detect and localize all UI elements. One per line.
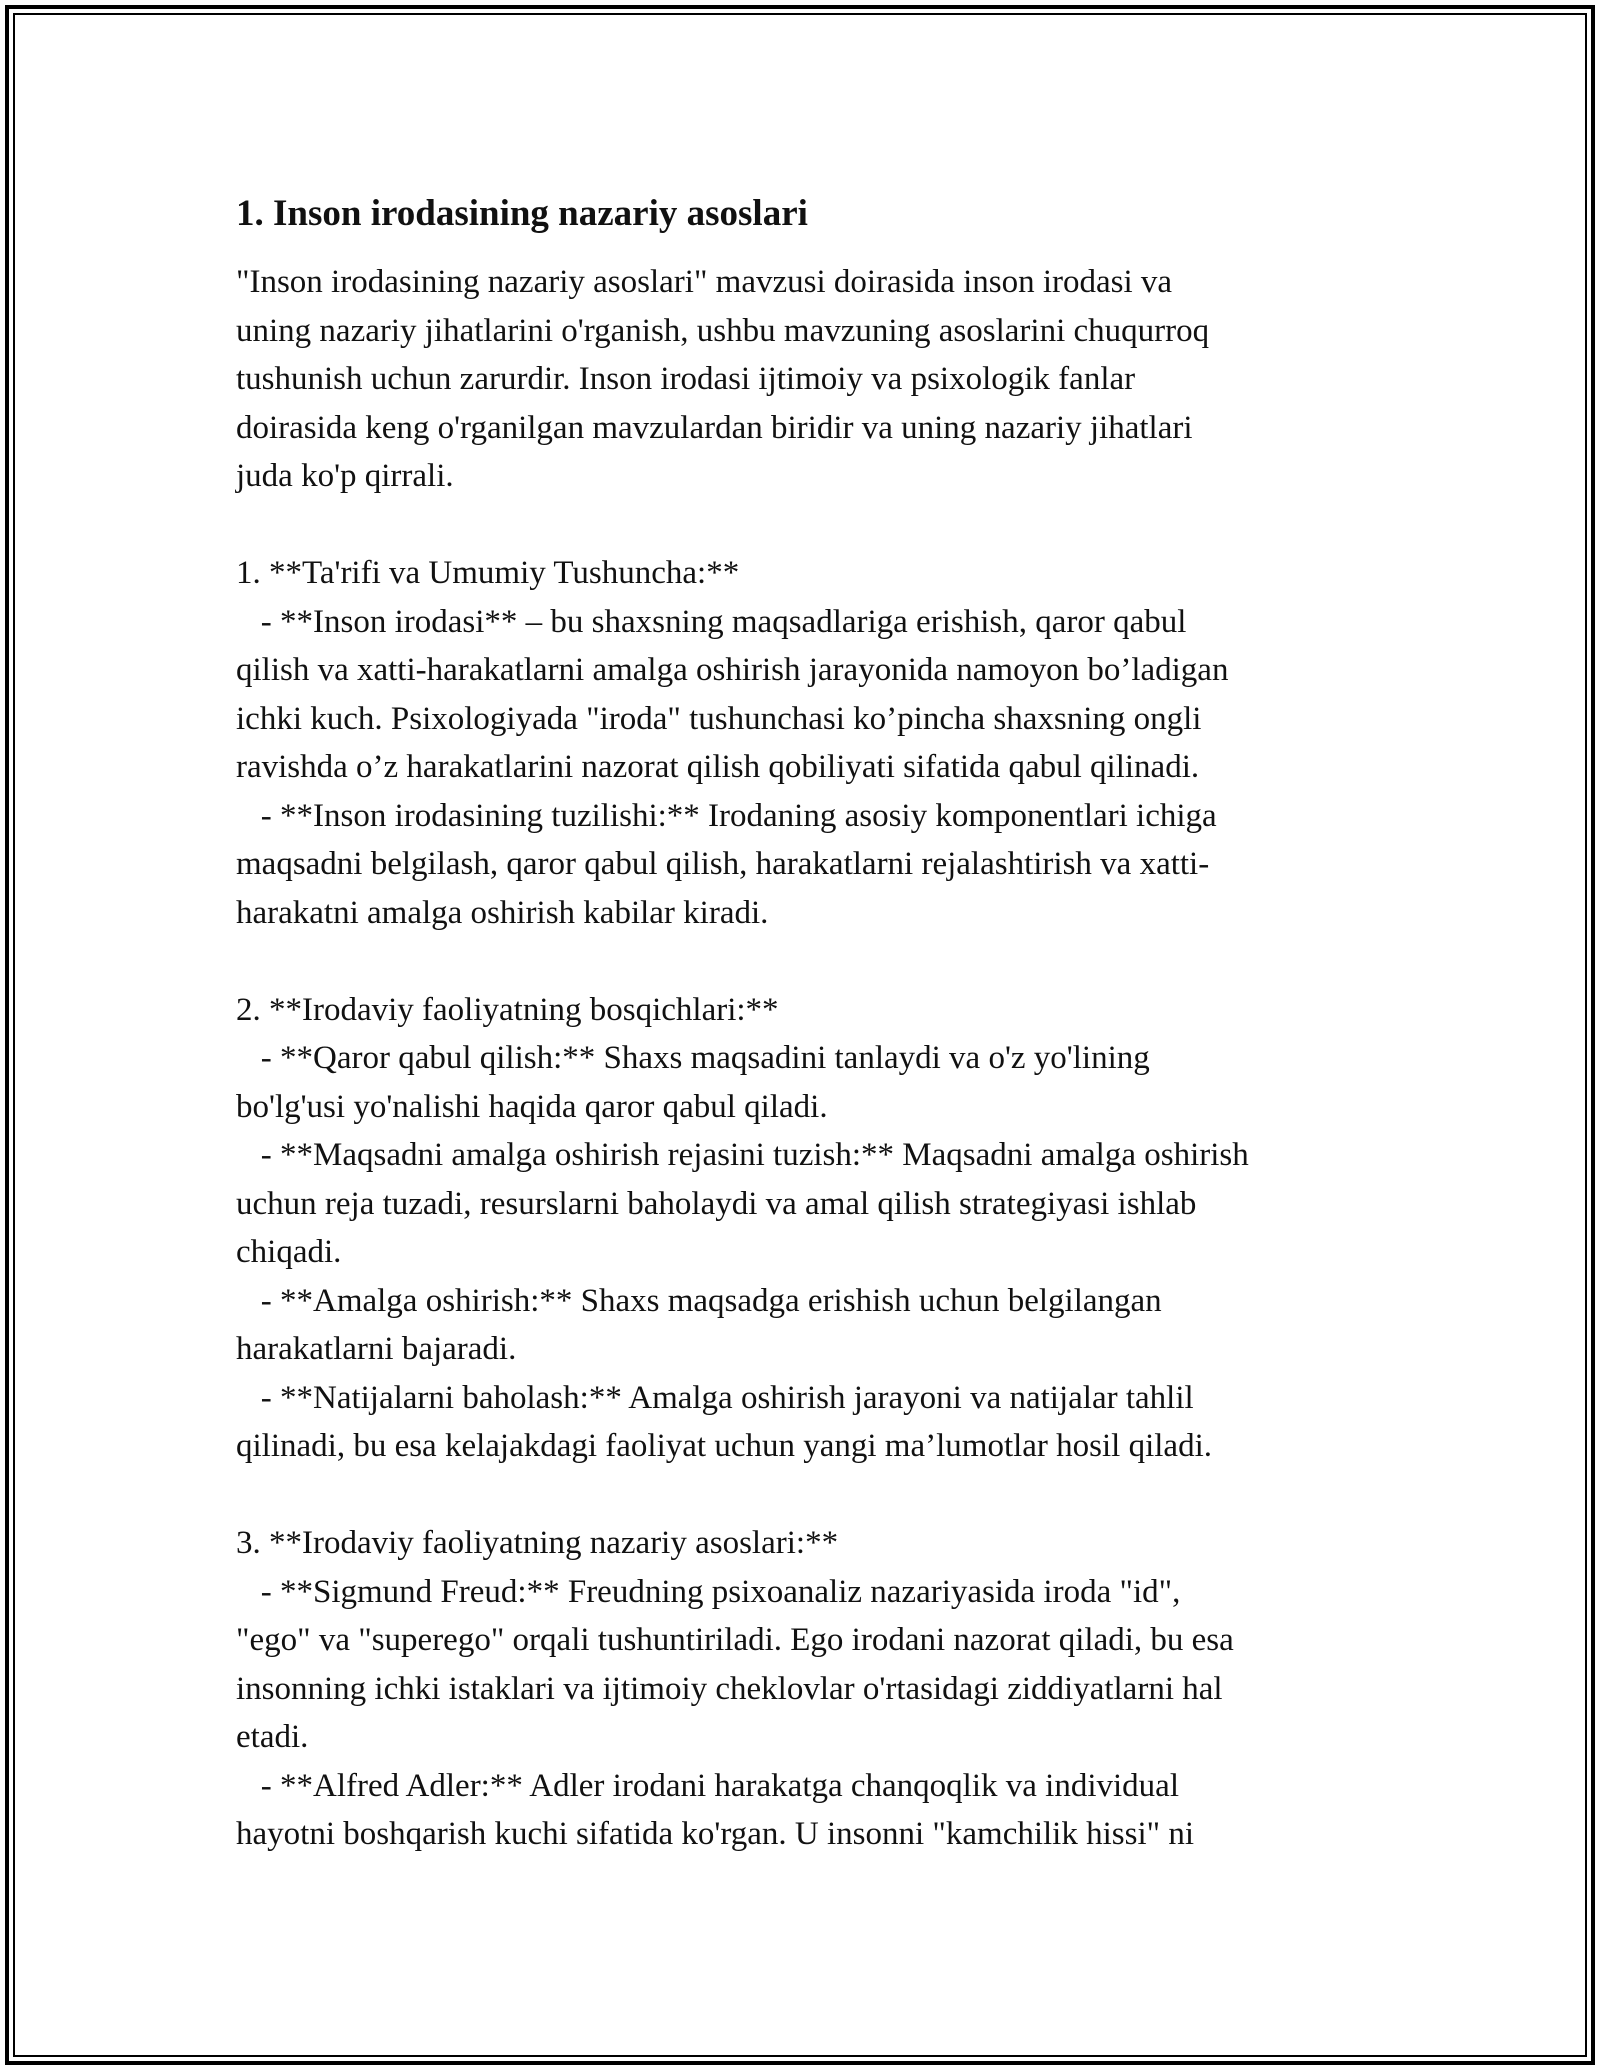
document-body [236, 188, 1376, 1859]
text-line: - **Alfred Adler:** Adler irodani harakatga chanqoqlik va individual [236, 1767, 1179, 1804]
text-line: 1. **Ta'rifi va Umumiy Tushuncha:** [236, 555, 740, 591]
text-line: hayotni boshqarish kuchi sifatida ko'rgan. U insonni "kamchilik hissi" ni [236, 1816, 1195, 1852]
text-line: - **Inson irodasi** – bu shaxsning maqsadlariga erishish, qaror qabul [236, 603, 1187, 640]
text-line: ichki kuch. Psixologiyada "iroda" tushunchasi ko’pincha shaxsning ongli [236, 700, 1202, 737]
text-line: uning nazariy jihatlarini o'rganish, ushbu mavzuning asoslarini chuqurroq [236, 312, 1210, 349]
text-line: doirasida keng o'rganilgan mavzulardan biridir va uning nazariy jihatlari [236, 409, 1193, 446]
text-line: "Inson irodasining nazariy asoslari" mavzusi doirasida inson irodasi va [236, 264, 1173, 300]
text-line: - **Maqsadni amalga oshirish rejasini tuzish:** Maqsadni amalga oshirish [236, 1137, 1249, 1173]
text-line: insonning ichki istaklari va ijtimoiy cheklovlar o'rtasidagi ziddiyatlarni hal [236, 1670, 1223, 1707]
text-line: chiqadi. [236, 1234, 342, 1270]
text-line: juda ko'p qirrali. [236, 458, 454, 494]
text-line: 3. **Irodaviy faoliyatning nazariy asoslari:** [236, 1525, 839, 1561]
text-line: harakatlarni bajaradi. [236, 1331, 517, 1367]
text-line: harakatni amalga oshirish kabilar kiradi. [236, 894, 769, 931]
text-line: ravishda o’z harakatlarini nazorat qilish qobiliyati sifatida qabul qilinadi. [236, 749, 1200, 785]
text-line: tushunish uchun zarurdir. Inson irodasi ijtimoiy va psixologik fanlar [236, 361, 1136, 397]
text-line: - **Natijalarni baholash:** Amalga oshirish jarayoni va natijalar tahlil [236, 1379, 1194, 1416]
text-line: - **Amalga oshirish:** Shaxs maqsadga erishish uchun belgilangan [236, 1282, 1162, 1319]
text-line: 2. **Irodaviy faoliyatning bosqichlari:** [236, 991, 779, 1028]
blank-line [236, 937, 1376, 986]
blank-line [236, 1471, 1376, 1520]
text-line: - **Qaror qabul qilish:** Shaxs maqsadini tanlaydi va o'z yo'lining [236, 1040, 1150, 1076]
text-line: - **Sigmund Freud:** Freudning psixoanaliz nazariyasida iroda "id", [236, 1573, 1181, 1610]
section-heading: 1. Inson irodasining nazariy asoslari [236, 193, 808, 234]
text-line: - **Inson irodasining tuzilishi:** Irodaning asosiy komponentlari ichiga [236, 797, 1217, 834]
blank-line [236, 501, 1376, 550]
text-line: "ego" va "superego" orqali tushuntiriladi. Ego irodani nazorat qiladi, bu esa [236, 1622, 1234, 1658]
text-line: qilinadi, bu esa kelajakdagi faoliyat uchun yangi ma’lumotlar hosil qiladi. [236, 1428, 1212, 1464]
text-line: qilish va xatti-harakatlarni amalga oshirish jarayonida namoyon bo’ladigan [236, 652, 1229, 688]
text-line: bo'lg'usi yo'nalishi haqida qaror qabul qiladi. [236, 1088, 828, 1125]
text-line: etadi. [236, 1719, 309, 1755]
text-line: maqsadni belgilash, qaror qabul qilish, harakatlarni rejalashtirish va xatti- [236, 846, 1210, 882]
text-line: uchun reja tuzadi, resurslarni baholaydi va amal qilish strategiyasi ishlab [236, 1185, 1197, 1222]
